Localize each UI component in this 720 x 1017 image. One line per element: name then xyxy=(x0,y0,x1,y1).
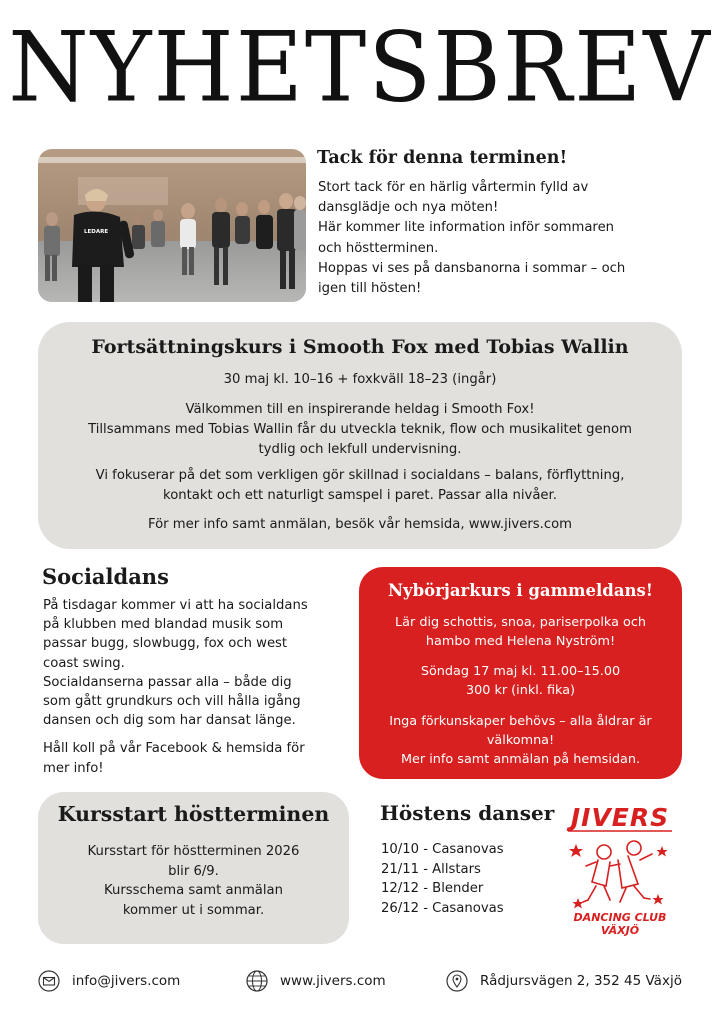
dance-list xyxy=(381,840,504,918)
logo-title: JIVERS xyxy=(570,803,670,832)
gammeldans-date: Söndag 17 maj kl. 11.00–15.00 xyxy=(420,664,621,679)
gammeldans-schedule xyxy=(371,662,670,700)
text-line: kommer ut i sommar. xyxy=(122,902,265,918)
text-line: passar bugg, slowbugg, fox och west xyxy=(43,636,288,652)
dance-hall-image xyxy=(38,149,306,302)
socialdans-heading: Socialdans xyxy=(42,564,169,589)
email-link[interactable]: info@jivers.com xyxy=(72,973,181,989)
text-line: dansen och dig som har dansat länge. xyxy=(43,713,296,729)
intro-heading: Tack för denna terminen! xyxy=(317,148,568,168)
intro-line: och höstterminen. xyxy=(318,240,439,256)
logo-subtitle: DANCING CLUB xyxy=(573,911,667,924)
smooth-fox-heading: Fortsättningskurs i Smooth Fox med Tobias Wallin xyxy=(91,336,629,358)
text-line: tydlig och lekfull undervisning. xyxy=(258,441,462,457)
envelope-icon xyxy=(38,970,60,992)
dance-class-photo xyxy=(38,149,306,302)
text-line: på klubben med blandad musik som xyxy=(43,617,284,633)
website-link[interactable]: www.jivers.com xyxy=(280,973,386,989)
intro-line: dansglädje och nya möten! xyxy=(318,200,499,216)
text-line: Lär dig schottis, snoa, pariserpolka och xyxy=(395,615,646,630)
text-line: Tillsammans med Tobias Wallin får du utveckla teknik, flow och musikalitet genom xyxy=(88,421,632,437)
globe-icon xyxy=(246,970,268,992)
text-line: Inga förkunskaper behövs – alla åldrar är xyxy=(389,714,652,729)
text-line: kontakt och ett naturligt samspel i paret. Passar alla nivåer. xyxy=(163,487,557,503)
smooth-fox-section xyxy=(38,322,682,549)
intro-line: Här kommer lite information inför sommaren xyxy=(318,220,615,236)
list-item: 21/11 - Allstars xyxy=(381,861,481,877)
jivers-logo xyxy=(558,800,682,940)
text-line: På tisdagar kommer vi att ha socialdans xyxy=(43,598,308,613)
kursstart-section xyxy=(38,792,349,944)
address-text: Rådjursvägen 2, 352 45 Växjö xyxy=(480,973,682,989)
text-line: som gått grundkurs och vill hålla igång xyxy=(43,694,301,710)
smooth-fox-more-info: För mer info samt anmälan, besök vår hemsida, www.jivers.com xyxy=(148,517,572,532)
smooth-fox-intro xyxy=(68,400,652,459)
hostens-danser-heading: Höstens danser xyxy=(380,801,555,825)
text-line: blir 6/9. xyxy=(168,863,219,879)
gammeldans-desc xyxy=(371,613,670,651)
socialdans-text xyxy=(43,596,343,778)
text-line: Mer info samt anmälan på hemsidan. xyxy=(400,752,641,767)
footer-website[interactable] xyxy=(246,968,386,994)
intro-text xyxy=(318,178,663,299)
intro-line: Hoppas vi ses på dansbanorna i sommar – och xyxy=(318,260,626,276)
jivers-logo-graphic xyxy=(558,800,682,940)
smooth-fox-focus xyxy=(68,466,652,506)
text-line: Håll koll på vår Facebook & hemsida för xyxy=(43,741,305,757)
list-item: 12/12 - Blender xyxy=(381,881,484,896)
intro-line: Stort tack för en härlig vårtermin fylld av xyxy=(318,180,589,195)
gammeldans-heading: Nybörjarkurs i gammeldans! xyxy=(387,581,654,600)
footer-address xyxy=(446,968,682,994)
intro-line: igen till hösten! xyxy=(318,281,422,297)
text-line: Kursstart för höstterminen 2026 xyxy=(87,844,300,859)
footer-email[interactable] xyxy=(38,968,180,994)
logo-city: VÄXJÖ xyxy=(600,924,640,937)
smooth-fox-date: 30 maj kl. 10–16 + foxkväll 18–23 (ingår) xyxy=(223,372,497,387)
text-line: coast swing. xyxy=(43,655,125,671)
text-line: Kursschema samt anmälan xyxy=(104,883,283,898)
list-item: 10/10 - Casanovas xyxy=(381,842,504,857)
text-line: hambo med Helena Nyström! xyxy=(425,634,616,649)
shirt-text: LEDARE xyxy=(84,229,109,235)
text-line: mer info! xyxy=(43,760,104,776)
kursstart-text xyxy=(58,842,329,920)
map-pin-icon xyxy=(446,970,468,992)
text-line: Välkommen till en inspirerande heldag i Smooth Fox! xyxy=(185,402,535,417)
gammeldans-note xyxy=(371,712,670,769)
kursstart-heading: Kursstart höstterminen xyxy=(57,802,330,826)
text-line: välkomna! xyxy=(486,733,555,748)
text-line: Vi fokuserar på det som verkligen gör skillnad i socialdans – balans, förflyttning, xyxy=(95,468,625,483)
list-item: 26/12 - Casanovas xyxy=(381,900,504,916)
text-line: Socialdanserna passar alla – både dig xyxy=(43,674,292,690)
gammeldans-price: 300 kr (inkl. fika) xyxy=(465,683,576,698)
page-title: NYHETSBREV xyxy=(8,11,712,124)
gammeldans-section xyxy=(359,567,682,779)
